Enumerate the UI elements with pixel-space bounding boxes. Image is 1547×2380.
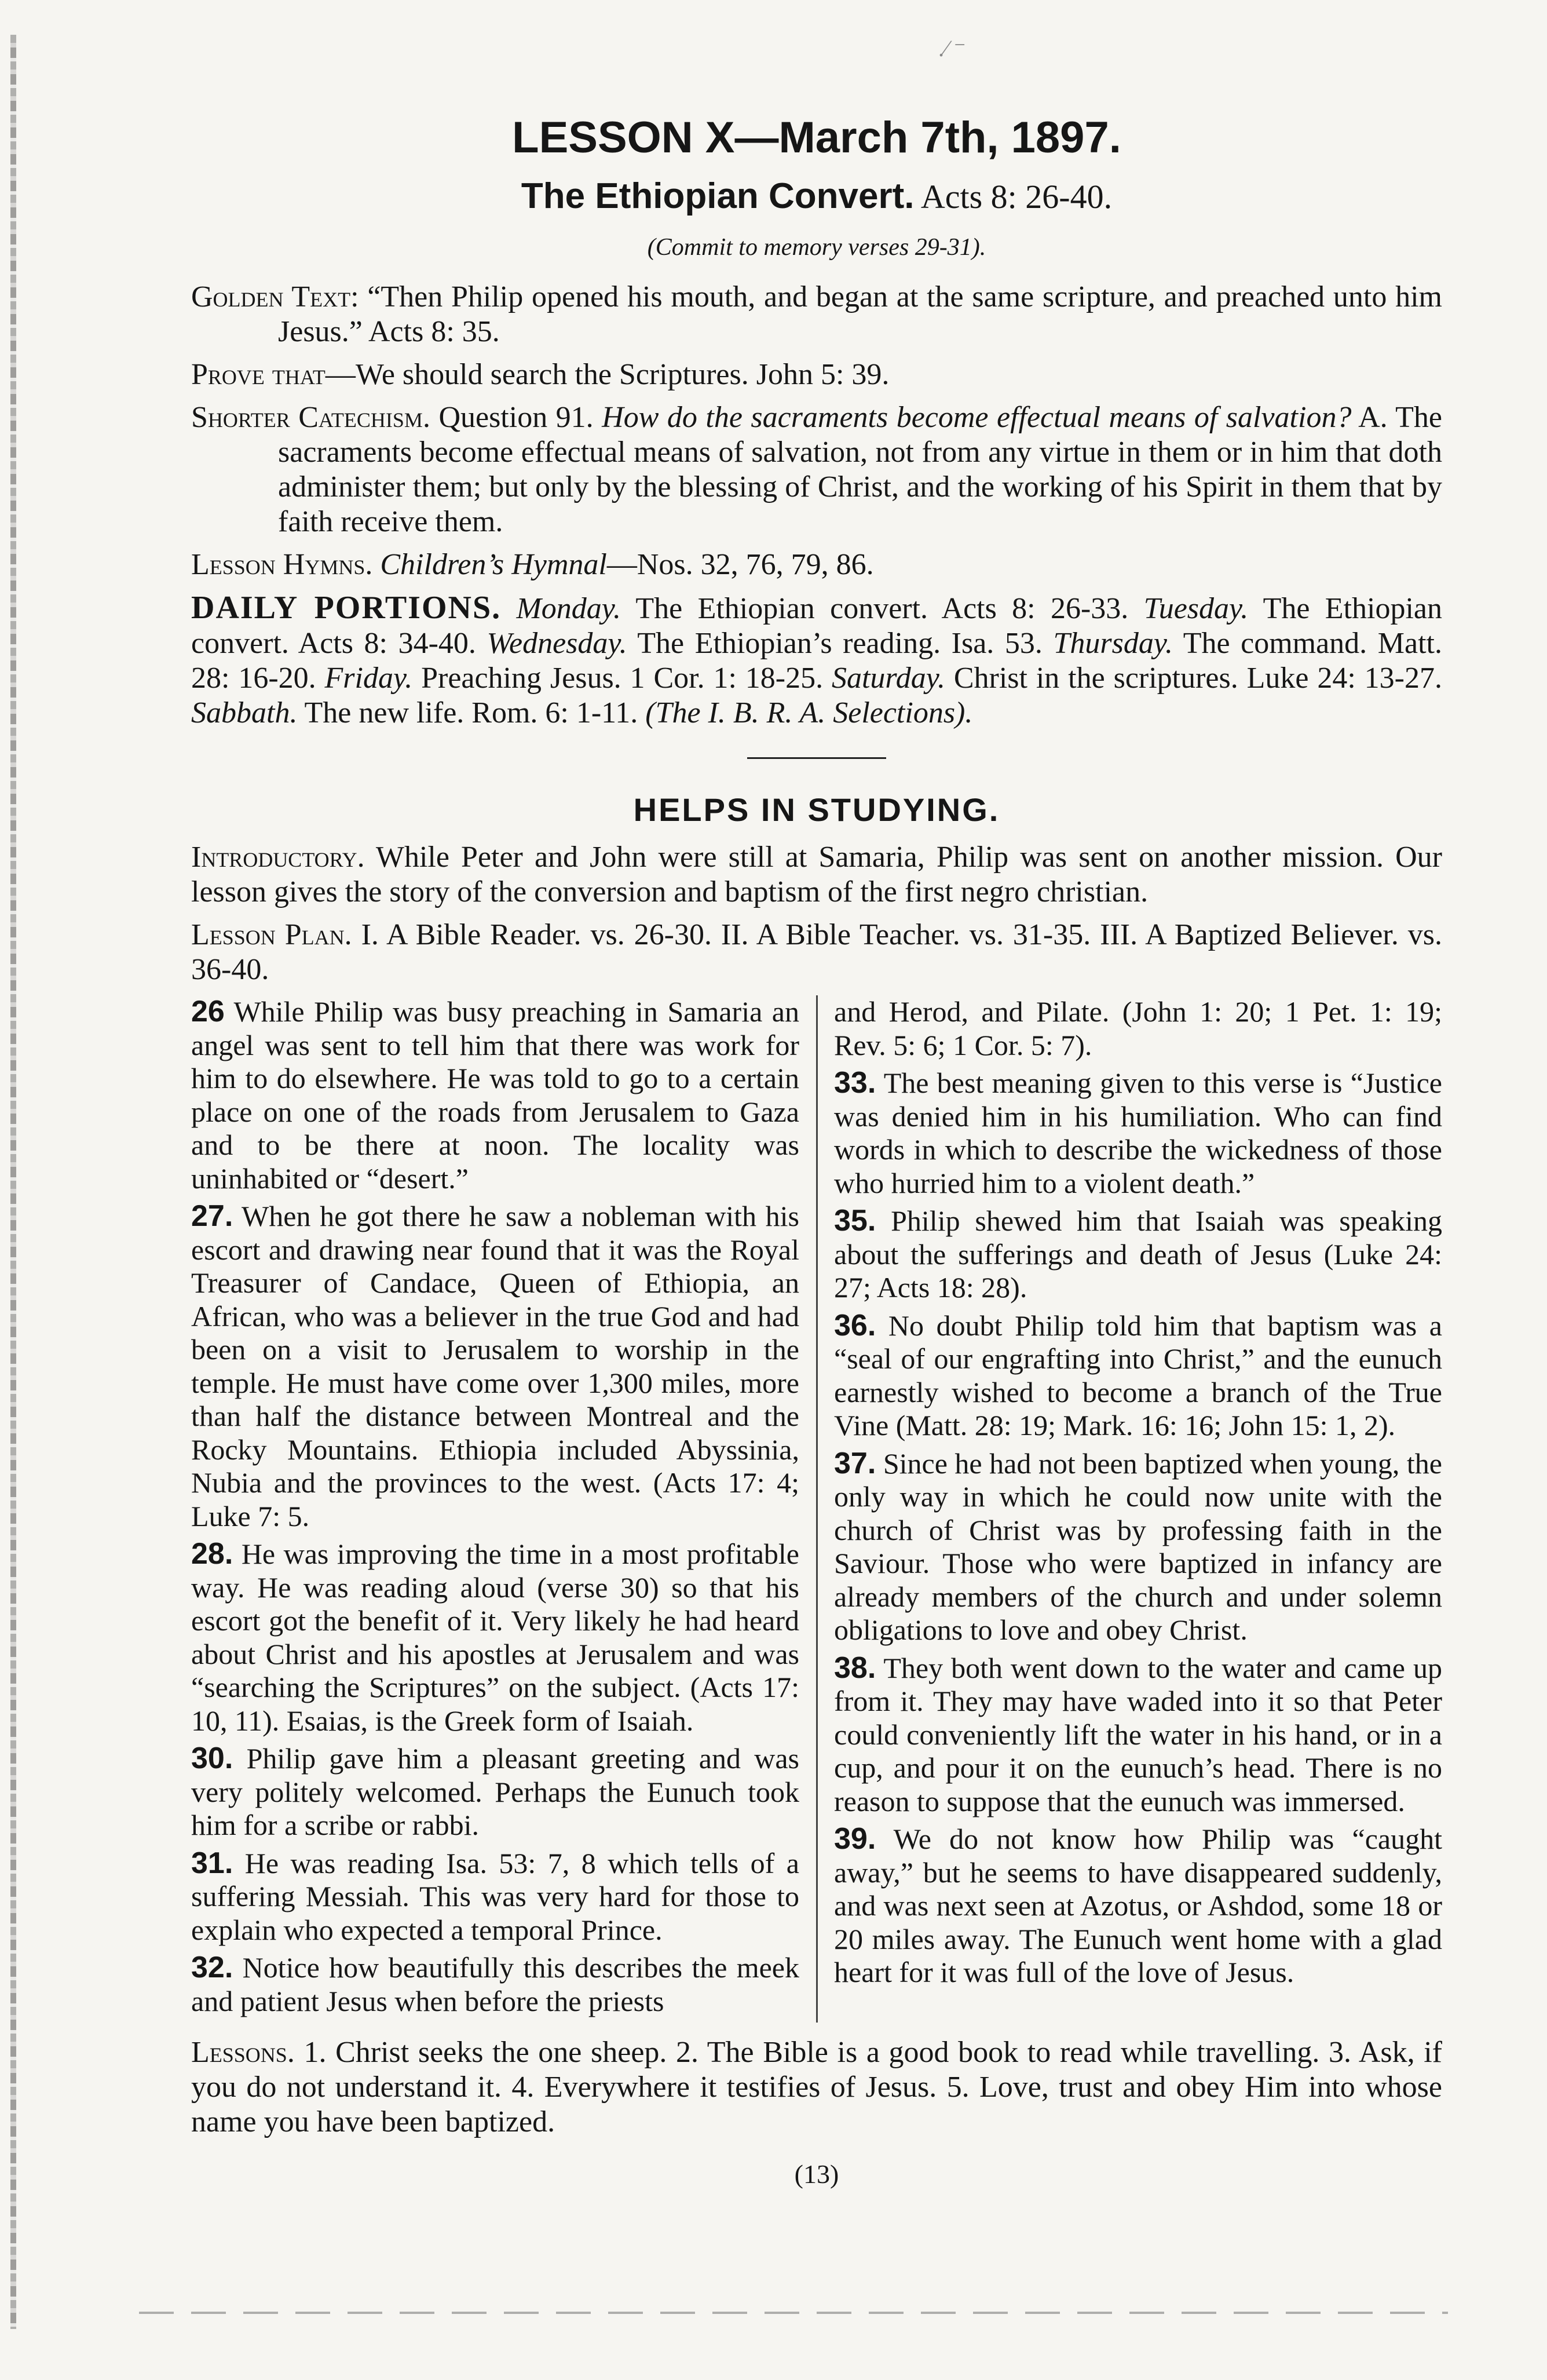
- lesson-plan-label: Lesson Plan.: [191, 918, 352, 951]
- verse-note-text: While Philip was busy preaching in Samaria an angel was sent to tell him that there was work for him to do elsewhere. He was told to go to a certain place on one of the roads from Jerusalem to Gaza and to be there at noon. The locality was uninhabited or “desert.”: [191, 995, 799, 1195]
- commit-to-memory: (Commit to memory verses 29-31).: [647, 234, 986, 261]
- verse-note: [834, 1204, 1442, 1305]
- daily-day: Sabbath.: [191, 696, 298, 729]
- daily-portions-label: DAILY PORTIONS.: [191, 590, 502, 626]
- lesson-hymns: [191, 547, 1442, 582]
- verse-note-text: Since he had not been baptized when young, the only way in which he could now unite with the church of Christ was by professing faith in the Saviour. Those who were baptized in infancy are already members of the church and under solemn obligations to love and obey Christ.: [834, 1447, 1442, 1646]
- lesson-plan: [191, 918, 1442, 987]
- lessons-label: Lessons.: [191, 2036, 295, 2069]
- catechism-question-number: Question 91.: [438, 401, 594, 434]
- verse-note-text: No doubt Philip told him that baptism was a “seal of our engrafting into Christ,” and the eunuch earnestly wished to become a branch of the True Vine (Matt. 28: 19; Mark. 16: 16; John 15: 1, 2).: [834, 1309, 1442, 1441]
- lesson-scripture-ref: Acts 8: 26-40.: [920, 178, 1113, 216]
- print-smudge: .⁄ ⁻: [938, 35, 966, 61]
- verse-note: [834, 995, 1442, 1062]
- golden-text-body: “Then Philip opened his mouth, and began at the same scripture, and preached unto him Jesus.” Acts 8: 35.: [278, 280, 1443, 348]
- catechism-label: Shorter Catechism.: [191, 401, 430, 434]
- golden-text-label: Golden Text:: [191, 280, 359, 313]
- verse-note-text: Notice how beautifully this describes the meek and patient Jesus when before the priests: [191, 1951, 799, 2017]
- daily-day: Wednesday.: [487, 627, 627, 660]
- verse-note: [191, 995, 799, 1195]
- verse-number: 39.: [834, 1822, 876, 1856]
- verse-note: [834, 1823, 1442, 1990]
- verse-number: 35.: [834, 1204, 876, 1238]
- lesson-page: [191, 110, 1442, 2192]
- verse-note-text: When he got there he saw a nobleman with his escort and drawing near found that it was the Royal Treasurer of Candace, Queen of Ethiopia, an African, who was a believer in the true God and had been on a visit to Jerusalem to worship in the temple. He must have come over 1,300 miles, more than half the distance between Montreal and the Rocky Mountains. Ethiopia included Abyssinia, Nubia and the provinces to the west. (Acts 17: 4; Luke 7: 5.: [191, 1200, 799, 1532]
- notes-right-column: [834, 995, 1442, 2023]
- verse-note-text: He was improving the time in a most profitable way. He was reading aloud (verse 30) so that his escort got the benefit of it. Very likely he had heard about Christ and his apostles at Jerusalem and was “searching the Scriptures” on the subject. (Acts 17: 10, 11). Esaias, is the Greek form of Isaiah.: [191, 1538, 799, 1737]
- verse-number: 30.: [191, 1742, 233, 1775]
- left-binding-edge: [10, 35, 16, 2329]
- daily-reading: The Ethiopian convert. Acts 8: 34-40.: [191, 592, 1442, 660]
- daily-selections: (The I. B. R. A. Selections).: [645, 696, 973, 729]
- verse-note-text: Philip gave him a pleasant greeting and was very politely welcomed. Perhaps the Eunuch took him for a scribe or rabbi.: [191, 1742, 799, 1841]
- hymns-label: Lesson Hymns.: [191, 548, 373, 581]
- prove-that-body: —We should search the Scriptures. John 5: 39.: [325, 358, 890, 391]
- verse-note: [191, 1200, 799, 1533]
- verse-note: [191, 1847, 799, 1947]
- daily-day: Friday.: [324, 662, 413, 695]
- verse-note: [191, 1742, 799, 1842]
- notes-left-column: [191, 995, 799, 2023]
- verse-number: 37.: [834, 1446, 876, 1480]
- golden-text: [191, 280, 1442, 349]
- lesson-title: LESSON X—March 7th, 1897.: [512, 113, 1121, 162]
- section-divider: [747, 757, 886, 759]
- verse-note-text: Philip shewed him that Isaiah was speaking about the sufferings and death of Jesus (Luke 24: 27; Acts 18: 28).: [834, 1204, 1442, 1304]
- daily-portions: [191, 590, 1442, 731]
- daily-day: Tuesday.: [1143, 592, 1249, 625]
- prove-that-label: Prove that: [191, 358, 326, 391]
- lesson-header: [191, 110, 1442, 265]
- verse-number: 26: [191, 995, 225, 1028]
- hymns-book: Children’s Hymnal: [380, 548, 607, 581]
- daily-day: Saturday.: [831, 662, 945, 695]
- verse-number: 28.: [191, 1537, 233, 1571]
- catechism-question: How do the sacraments become effectual means of salvation?: [602, 401, 1352, 434]
- daily-day: Thursday.: [1053, 627, 1173, 660]
- verse-number: 33.: [834, 1066, 876, 1100]
- introductory: [191, 840, 1442, 910]
- lesson-subtitle: [191, 176, 1442, 217]
- daily-reading: The Ethiopian’s reading. Isa. 53.: [627, 627, 1054, 660]
- lesson-plan-text: I. A Bible Reader. vs. 26-30. II. A Bible Teacher. vs. 31-35. III. A Baptized Believer. vs. 36-40.: [191, 918, 1442, 986]
- daily-reading: Preaching Jesus. 1 Cor. 1: 18-25.: [412, 662, 832, 695]
- hymns-numbers: —Nos. 32, 76, 79, 86.: [606, 548, 874, 581]
- bottom-print-edge: [139, 2312, 1448, 2314]
- introductory-text: While Peter and John were still at Samaria, Philip was sent on another mission. Our lesson gives the story of the conversion and baptism of the first negro christian.: [191, 841, 1443, 908]
- verse-note: [191, 1538, 799, 1737]
- column-divider: [816, 995, 818, 2023]
- lessons-text: 1. Christ seeks the one sheep. 2. The Bible is a good book to read while travelling. 3. Ask, if you do not understand it. 4. Everywhere it testifies of Jesus. 5. Love, trust and obey Him into whose name you have been baptized.: [191, 2036, 1443, 2138]
- catechism-answer: A. The sacraments become effectual means of salvation, not from any virtue in them or in him that doth administer them; but only by the blessing of Christ, and the working of his Spirit in them that by faith receive them.: [278, 401, 1443, 538]
- verse-note: [191, 1951, 799, 2018]
- verse-note-text: The best meaning given to this verse is “Justice was denied him in his humiliation. Who can find words in which to describe the wickedness of those who hurried him to a violent death.”: [834, 1067, 1442, 1199]
- helps-heading: HELPS IN STUDYING.: [633, 791, 1000, 828]
- prove-that: [191, 357, 1442, 392]
- introductory-label: Introductory.: [191, 841, 365, 874]
- verse-number: 27.: [191, 1199, 233, 1233]
- verse-note: [834, 1652, 1442, 1819]
- verse-note-text: They both went down to the water and came up from it. They may have waded into it so that Peter could conveniently lift the water in his hand, or in a cup, and pour it on the eunuch’s head. There is no reason to suppose that the eunuch was immersed.: [834, 1651, 1442, 1817]
- verse-number: 38.: [834, 1651, 876, 1685]
- verse-notes: [191, 995, 1442, 2023]
- daily-reading: The Ethiopian convert. Acts 8: 26-33.: [621, 592, 1144, 625]
- daily-reading: Christ in the scriptures. Luke 24: 13-27.: [945, 662, 1442, 695]
- verse-note: [834, 1067, 1442, 1200]
- daily-reading: The new life. Rom. 6: 1-11.: [297, 696, 646, 729]
- verse-note: [834, 1447, 1442, 1647]
- page-number: (13): [794, 2159, 839, 2189]
- lesson-subtitle-main: The Ethiopian Convert.: [521, 176, 915, 216]
- verse-number: 31.: [191, 1846, 233, 1880]
- daily-day: Monday.: [516, 592, 621, 625]
- verse-note-text: He was reading Isa. 53: 7, 8 which tells of a suffering Messiah. This was very hard for those to explain who expected a temporal Prince.: [191, 1846, 799, 1946]
- verse-note-text: and Herod, and Pilate. (John 1: 20; 1 Pet. 1: 19; Rev. 5: 6; 1 Cor. 5: 7).: [834, 995, 1442, 1061]
- verse-number: 36.: [834, 1308, 876, 1342]
- verse-note: [834, 1309, 1442, 1443]
- verse-number: 32.: [191, 1951, 233, 1984]
- daily-reading: The command. Matt. 28: 16-20.: [191, 627, 1442, 695]
- shorter-catechism: [191, 400, 1442, 539]
- lessons: [191, 2035, 1442, 2140]
- verse-note-text: We do not know how Philip was “caught away,” but he seems to have disappeared suddenly, and was next seen at Azotus, or Ashdod, some 18 or 20 miles away. The Eunuch went home with a glad heart for it was full of the love of Jesus.: [834, 1823, 1442, 1988]
